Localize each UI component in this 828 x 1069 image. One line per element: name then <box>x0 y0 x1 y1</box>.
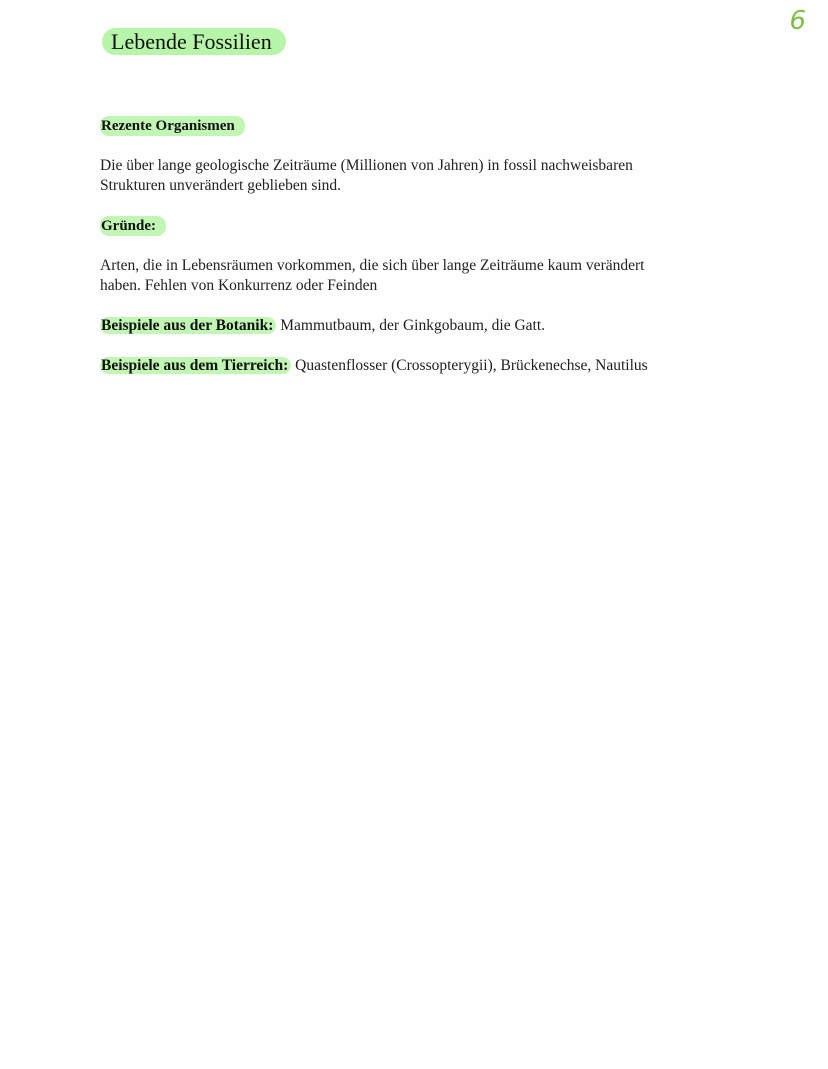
text-beispiele-botanik: Mammutbaum, der Ginkgobaum, die Gatt. <box>276 317 546 334</box>
section-tierreich <box>100 356 780 376</box>
text-line: Arten, die in Lebensräumen vorkommen, die sich über lange Zeiträume kaum verändert <box>100 257 645 274</box>
section-text-gruende <box>100 256 780 296</box>
section-heading-rezente-organismen: Rezente Organismen <box>100 116 245 136</box>
text-line: haben. Fehlen von Konkurrenz oder Feinden <box>100 277 378 294</box>
document-content <box>100 116 780 376</box>
page-number: 6 <box>789 6 806 36</box>
section-rezente-organismen <box>100 116 780 196</box>
text-line: Strukturen unverändert geblieben sind. <box>100 177 342 194</box>
label-beispiele-botanik: Beispiele aus der Botanik: <box>100 317 276 334</box>
page-title: Lebende Fossilien <box>102 28 286 55</box>
title-container <box>102 28 286 55</box>
section-botanik <box>100 316 780 336</box>
text-line: Die über lange geologische Zeiträume (Millionen von Jahren) in fossil nachweisbaren <box>100 157 633 174</box>
text-beispiele-tierreich: Quastenflosser (Crossopterygii), Brückenechse, Nautilus <box>291 357 648 374</box>
section-text-rezente-organismen <box>100 156 780 196</box>
label-beispiele-tierreich: Beispiele aus dem Tierreich: <box>100 357 291 374</box>
section-gruende <box>100 216 780 296</box>
section-heading-gruende: Gründe: <box>100 216 166 236</box>
